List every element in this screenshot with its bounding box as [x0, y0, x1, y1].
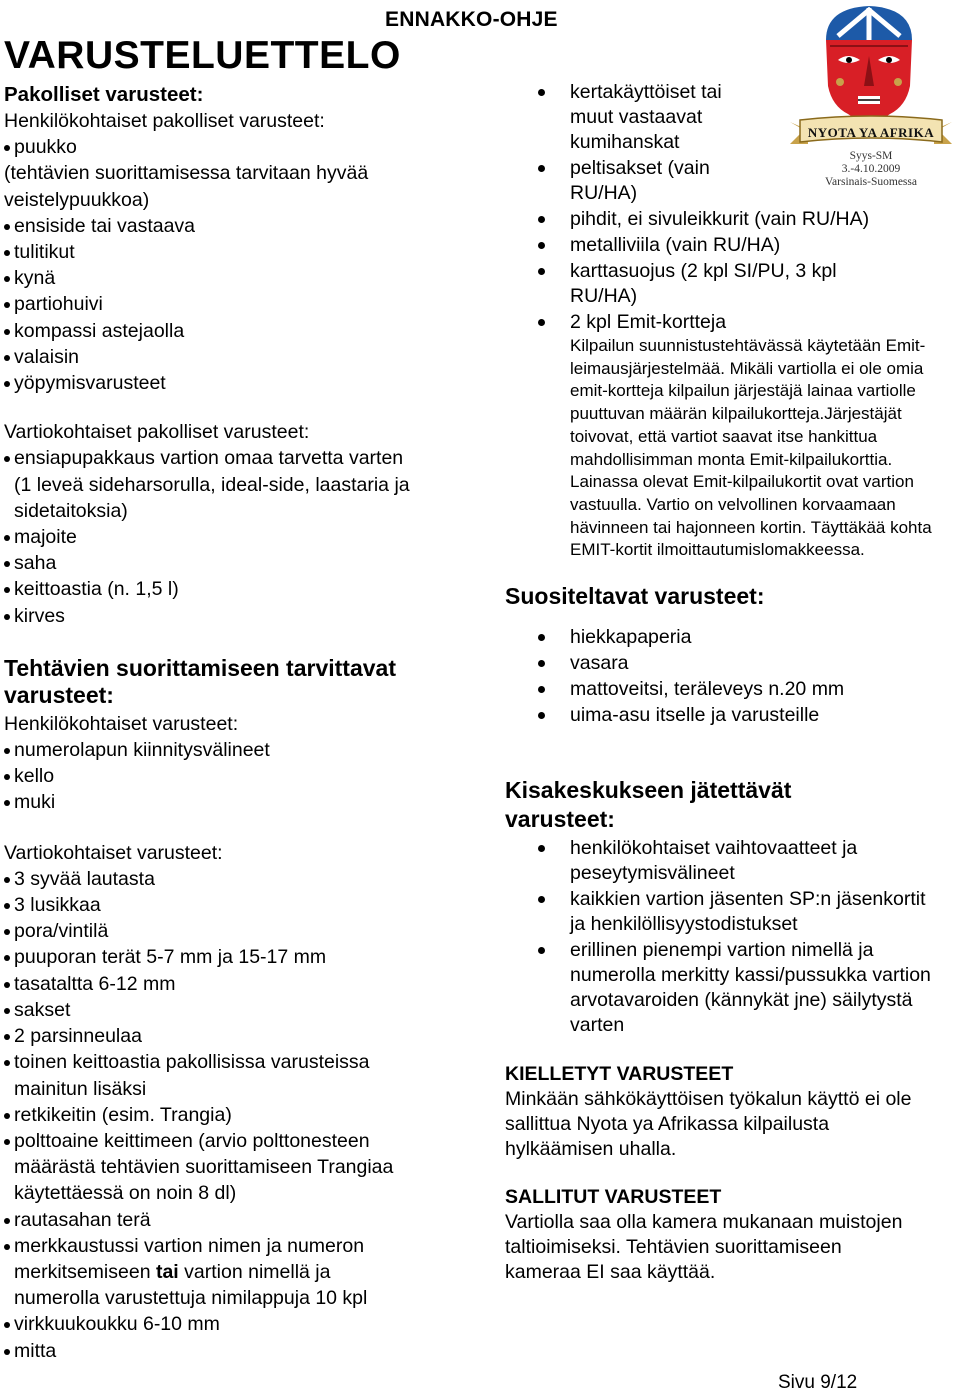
list-item: uima-asu itselle ja varusteille [505, 703, 955, 728]
list-item: henkilökohtaiset vaihtovaatteet ja peseytymisvälineet [505, 836, 905, 886]
patrol-mandatory-list [4, 445, 474, 628]
list-item: 2 parsinneulaa [4, 1023, 474, 1049]
forbidden-text: Minkään sähkökäyttöisen työkalun käyttö ei ole sallittua Nyota ya Afrikassa kilpailusta hylkäämisen uhalla. [505, 1088, 912, 1161]
list-item: pora/vintilä [4, 918, 474, 944]
hq-heading: Kisakeskukseen jätettävät varusteet: [505, 777, 792, 833]
logo-name: NYOTA YA AFRIKA [807, 125, 935, 140]
list-item: virkkuukoukku 6-10 mm [4, 1311, 474, 1337]
mandatory-heading: Pakolliset varusteet: [4, 83, 204, 106]
list-item: partiohuivi [4, 291, 474, 317]
list-item: numerolapun kiinnitysvälineet [4, 737, 474, 763]
logo-line-1: Syys-SM [849, 150, 893, 162]
header-label: ENNAKKO-OHJE [385, 8, 558, 31]
list-item: puuporan terät 5-7 mm ja 15-17 mm [4, 944, 474, 970]
list-item: tasataltta 6-12 mm [4, 971, 474, 997]
list-item: metalliviila (vain RU/HA) [505, 233, 955, 258]
list-item: kirves [4, 603, 474, 629]
patrol-mandatory-heading: Vartiokohtaiset pakolliset varusteet: [4, 421, 310, 444]
list-item: kertakäyttöiset tai muut vastaavat kumihanskat [505, 80, 745, 155]
list-item: karttasuojus (2 kpl SI/PU, 3 kpl RU/HA) [505, 259, 885, 309]
list-item: saha [4, 550, 474, 576]
marking-text-2: vartion nimellä ja numerolla varustettuja nimilappuja 10 kpl [14, 1260, 368, 1310]
list-item: retkikeitin (esim. Trangia) [4, 1102, 474, 1128]
list-item: kaikkien vartion jäsenten SP:n jäsenkortit ja henkilöllisyystodistukset [505, 887, 945, 937]
list-item: majoite [4, 524, 474, 550]
list-item: sakset [4, 997, 474, 1023]
left-column [4, 82, 474, 1364]
forbidden-heading: KIELLETYT VARUSTEET [505, 1063, 734, 1086]
list-note: (tehtävien suorittamisessa tarvitaan hyvää veistelypuukkoa) [4, 162, 369, 211]
list-item: 3 syvää lautasta [4, 866, 474, 892]
list-item: tulitikut [4, 239, 474, 265]
list-item: ensiside tai vastaava [4, 213, 474, 239]
list-item: vasara [505, 651, 955, 676]
list-item: valaisin [4, 344, 474, 370]
personal-list [4, 737, 474, 816]
list-item: kello [4, 763, 474, 789]
continued-list [505, 80, 955, 335]
list-item: kompassi astejaolla [4, 318, 474, 344]
allowed-heading: SALLITUT VARUSTEET [505, 1186, 722, 1209]
personal-mandatory-heading: Henkilökohtaiset pakolliset varusteet: [4, 110, 325, 132]
list-item: rautasahan terä [4, 1207, 474, 1233]
list-item: hiekkapaperia [505, 625, 955, 650]
patrol-heading: Vartiokohtaiset varusteet: [4, 841, 223, 864]
list-item: pihdit, ei sivuleikkurit (vain RU/HA) [505, 207, 955, 232]
tasks-heading: Tehtävien suorittamiseen tarvittavat varusteet: [4, 654, 396, 708]
hq-list [505, 836, 955, 1038]
list-item: toinen keittoastia pakollisissa varusteissa mainitun lisäksi [4, 1049, 419, 1101]
personal-mandatory-list [4, 134, 474, 396]
patrol-list [4, 866, 474, 1364]
page-title: VARUSTELUETTELO [4, 34, 401, 77]
logo-line-2: 3.-4.10.2009 [841, 163, 901, 175]
right-column [505, 80, 955, 1285]
list-item: 3 lusikkaa [4, 892, 474, 918]
list-item: peltisakset (vain RU/HA) [505, 156, 745, 206]
emit-note: Kilpailun suunnistustehtävässä käytetään Emit-leimausjärjestelmää. Mikäli vartiolla ei ole omia emit-kortteja kilpailun järjestäjä lainaa vartiolle puuttuvan määrän kilpailukortteja.Järjestäjät toivovat, että vartiot saavat itse hankittua mahdollisimman monta Emit-kilpailukorttia. Lainassa olevat Emit-kilpailukortit ovat vartion vastuulla. Vartio on velvollinen korvaamaan hävinneen tai hajonneen kortin. Täyttäkää kohta EMIT-kortit ilmoittautumislomakkeessa. [570, 336, 932, 560]
list-item: polttoaine keittimeen (arvio polttonesteen määrästä tehtävien suorittamiseen Trangiaa käytettäessä on noin 8 dl) [4, 1128, 449, 1207]
recommended-list [505, 625, 955, 728]
marking-item [4, 1233, 419, 1312]
logo-line-3: Varsinais-Suomessa [825, 176, 917, 188]
list-item: mitta [4, 1338, 474, 1364]
list-item: muki [4, 789, 474, 815]
list-item: 2 kpl Emit-kortteja [505, 310, 955, 335]
allowed-text: Vartiolla saa olla kamera mukanaan muistojen taltioimiseksi. Tehtävien suorittamiseen kameraa EI saa käyttää. [505, 1211, 903, 1284]
list-item: keittoastia (n. 1,5 l) [4, 576, 474, 602]
page-number: Sivu 9/12 [778, 1372, 858, 1392]
list-item: mattoveitsi, teräleveys n.20 mm [505, 677, 955, 702]
list-item: erillinen pienempi vartion nimellä ja numerolla merkitty kassi/pussukka vartion arvotavaroiden (kännykät jne) säilytystä varten [505, 938, 935, 1038]
list-item: yöpymisvarusteet [4, 370, 474, 396]
recommended-heading: Suositeltavat varusteet: [505, 583, 765, 610]
list-item: kynä [4, 265, 474, 291]
list-item: puukko [4, 134, 474, 160]
marking-text-bold: tai [155, 1260, 179, 1283]
list-item: ensiapupakkaus vartion omaa tarvetta varten (1 leveä sideharsorulla, ideal-side, laastaria ja sidetaitoksia) [4, 445, 419, 524]
marking-text-1: merkkaustussi vartion nimen ja numeron merkitsemiseen [14, 1234, 365, 1283]
personal-heading: Henkilökohtaiset varusteet: [4, 712, 239, 735]
